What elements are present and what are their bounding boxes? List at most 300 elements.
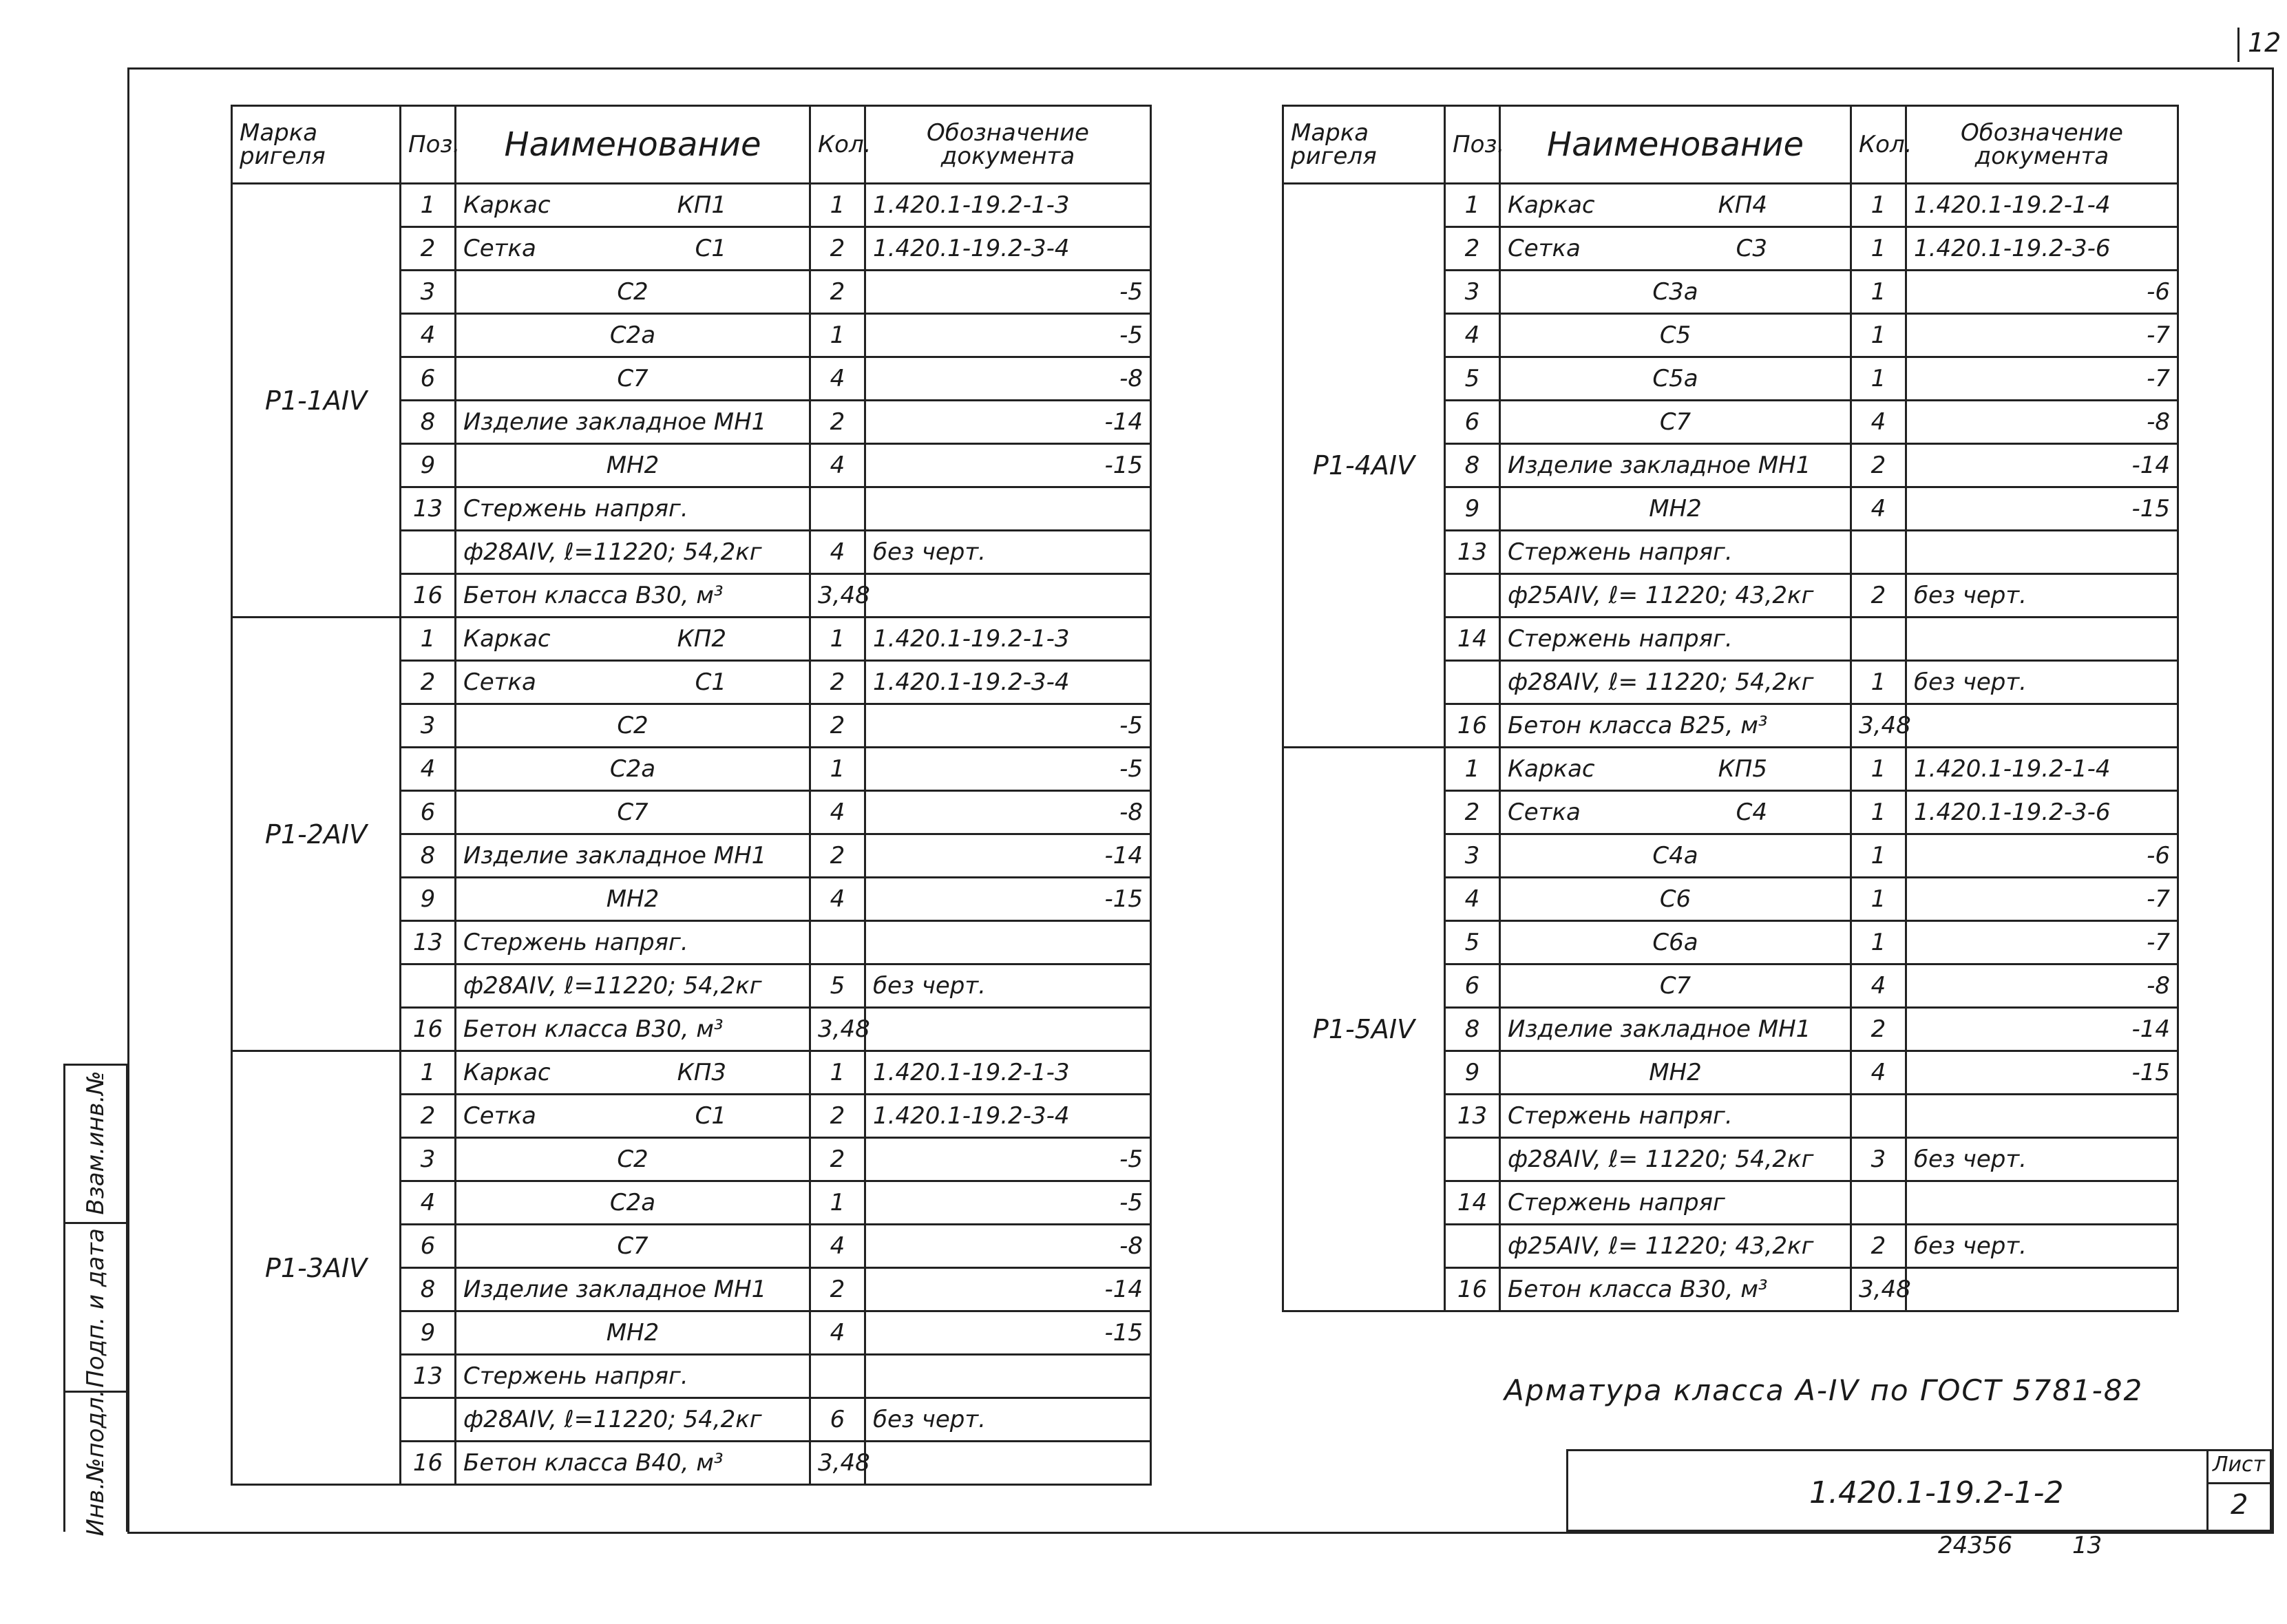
cell-pos <box>401 964 456 1008</box>
cell-doc: -5 <box>865 271 1151 314</box>
cell-pos: 1 <box>401 618 456 661</box>
cell-name <box>456 1138 810 1181</box>
item-name: ф25АIV, ℓ= 11220; 43,2кг <box>1508 1232 1814 1260</box>
cell-name <box>1500 748 1851 791</box>
item-name: Стержень напряг. <box>463 929 688 956</box>
cell-doc: без черт. <box>1906 1138 2178 1181</box>
item-name: ф28АIV, ℓ=11220; 54,2кг <box>463 538 762 566</box>
cell-pos: 5 <box>1445 921 1500 964</box>
item-name: Изделие закладное МН1 <box>1508 1015 1811 1043</box>
item-mark: С2 <box>617 712 649 739</box>
cell-pos <box>401 1398 456 1442</box>
item-mark: С7 <box>617 799 649 826</box>
item-mark: С3а <box>1652 278 1698 306</box>
cell-name <box>1500 878 1851 921</box>
cell-qty: 1 <box>1851 661 1906 704</box>
beam-mark: Р1-5АIV <box>1283 748 1445 1311</box>
cell-pos: 14 <box>1445 618 1500 661</box>
item-mark: МН2 <box>606 885 660 913</box>
sheet-number: 2 <box>2231 1489 2248 1521</box>
cell-qty: 2 <box>810 1138 865 1181</box>
cell-doc: без черт. <box>1906 1225 2178 1268</box>
cell-qty: 2 <box>810 834 865 878</box>
cell-name <box>456 574 810 618</box>
cell-name <box>456 487 810 531</box>
table-row <box>1283 748 2178 791</box>
cell-name <box>1500 1008 1851 1051</box>
cell-qty: 1 <box>1851 271 1906 314</box>
item-name: Изделие закладное МН1 <box>463 842 767 869</box>
cell-doc: -5 <box>865 704 1151 748</box>
cell-doc: -8 <box>865 1225 1151 1268</box>
item-name: Изделие закладное МН1 <box>1508 452 1811 479</box>
cell-doc: без черт. <box>865 1398 1151 1442</box>
cell-pos <box>1445 1138 1500 1181</box>
cell-doc: -5 <box>865 1138 1151 1181</box>
cell-qty: 5 <box>810 964 865 1008</box>
cell-doc: без черт. <box>1906 574 2178 618</box>
cell-doc: -15 <box>1906 487 2178 531</box>
cell-pos: 1 <box>1445 184 1500 227</box>
item-mark: С6а <box>1652 929 1698 956</box>
cell-name <box>456 791 810 834</box>
cell-pos: 6 <box>401 1225 456 1268</box>
cell-name <box>1500 661 1851 704</box>
cell-pos: 16 <box>1445 1268 1500 1311</box>
item-name: Стержень напряг. <box>463 495 688 523</box>
item-mark: КП3 <box>677 1059 726 1086</box>
header-mark: Марка ригеля <box>232 106 401 184</box>
cell-pos: 1 <box>401 1051 456 1095</box>
cell-doc <box>1906 618 2178 661</box>
cell-name <box>456 1008 810 1051</box>
cell-qty: 3,48 <box>810 574 865 618</box>
cell-name <box>1500 444 1851 487</box>
cell-qty: 4 <box>1851 487 1906 531</box>
item-mark: С2 <box>617 1146 649 1173</box>
item-mark: С7 <box>617 365 649 392</box>
cell-name <box>456 748 810 791</box>
cell-doc: -8 <box>1906 401 2178 444</box>
cell-qty: 1 <box>1851 314 1906 357</box>
item-mark: С2а <box>609 321 656 349</box>
cell-qty <box>1851 1095 1906 1138</box>
cell-name <box>1500 1138 1851 1181</box>
cell-qty: 2 <box>810 704 865 748</box>
cell-name <box>456 1398 810 1442</box>
cell-pos <box>401 531 456 574</box>
cell-doc: -14 <box>865 1268 1151 1311</box>
cell-qty <box>810 1355 865 1398</box>
cell-doc: без черт. <box>865 964 1151 1008</box>
cell-pos: 9 <box>401 1311 456 1355</box>
cell-doc: 1.420.1-19.2-3-4 <box>865 1095 1151 1138</box>
cell-doc <box>865 1442 1151 1485</box>
cell-qty: 1 <box>1851 748 1906 791</box>
cell-name <box>1500 1181 1851 1225</box>
cell-doc: 1.420.1-19.2-3-6 <box>1906 791 2178 834</box>
archive-number: 24356 <box>1938 1532 2013 1559</box>
cell-doc: -14 <box>1906 1008 2178 1051</box>
cell-qty: 1 <box>1851 227 1906 271</box>
cell-doc: -7 <box>1906 357 2178 401</box>
cell-pos: 1 <box>1445 748 1500 791</box>
cell-name <box>1500 921 1851 964</box>
item-name: Сетка <box>463 235 536 262</box>
cell-doc <box>1906 1095 2178 1138</box>
cell-doc: -8 <box>1906 964 2178 1008</box>
page-number: 12 <box>2248 28 2281 58</box>
cell-pos: 6 <box>401 357 456 401</box>
cell-qty: 4 <box>1851 964 1906 1008</box>
item-mark: МН2 <box>606 1319 660 1347</box>
cell-pos: 3 <box>401 704 456 748</box>
cell-qty: 2 <box>810 1268 865 1311</box>
item-name: Бетон класса В30, м³ <box>1508 1276 1768 1303</box>
item-mark: С1 <box>695 668 726 696</box>
cell-pos: 9 <box>401 444 456 487</box>
cell-name <box>456 618 810 661</box>
cell-name <box>456 964 810 1008</box>
item-mark: С4а <box>1652 842 1698 869</box>
cell-doc <box>865 487 1151 531</box>
cell-name <box>456 1311 810 1355</box>
cell-doc <box>1906 704 2178 748</box>
item-name: Сетка <box>463 1102 536 1130</box>
item-name: Бетон класса В30, м³ <box>463 1015 724 1043</box>
header-qty: Кол. <box>1851 106 1906 184</box>
cell-doc: 1.420.1-19.2-3-4 <box>865 661 1151 704</box>
cell-qty <box>1851 1181 1906 1225</box>
cell-pos: 13 <box>1445 531 1500 574</box>
cell-qty: 3,48 <box>1851 704 1906 748</box>
cell-qty: 2 <box>810 661 865 704</box>
cell-pos: 9 <box>1445 1051 1500 1095</box>
cell-name <box>1500 227 1851 271</box>
cell-doc: 1.420.1-19.2-1-3 <box>865 618 1151 661</box>
cell-doc: -8 <box>865 791 1151 834</box>
item-name: Бетон класса В25, м³ <box>1508 712 1768 739</box>
header-pos: Поз. <box>1445 106 1500 184</box>
item-mark: С7 <box>1659 972 1691 1000</box>
cell-doc: -6 <box>1906 834 2178 878</box>
reinforcement-note: Арматура класса А-IV по ГОСТ 5781-82 <box>1504 1373 2144 1407</box>
cell-name <box>456 1225 810 1268</box>
table-header <box>1283 106 2178 184</box>
cell-pos: 4 <box>401 314 456 357</box>
item-name: Сетка <box>1508 799 1581 826</box>
cell-doc: 1.420.1-19.2-1-3 <box>865 184 1151 227</box>
cell-pos: 2 <box>1445 791 1500 834</box>
cell-pos <box>1445 1225 1500 1268</box>
sheet-label: Лист <box>2213 1453 2266 1477</box>
cell-qty: 2 <box>1851 444 1906 487</box>
cell-pos: 9 <box>1445 487 1500 531</box>
beam-mark: Р1-4АIV <box>1283 184 1445 748</box>
cell-qty: 3,48 <box>810 1008 865 1051</box>
item-mark: МН2 <box>1649 1059 1702 1086</box>
cell-name <box>456 1051 810 1095</box>
cell-doc: 1.420.1-19.2-3-4 <box>865 227 1151 271</box>
right-spec-body <box>1283 184 2178 1311</box>
item-mark: С3 <box>1736 235 1767 262</box>
cell-qty: 3 <box>1851 1138 1906 1181</box>
cell-pos: 13 <box>401 487 456 531</box>
cell-name <box>1500 357 1851 401</box>
table-header <box>232 106 1151 184</box>
item-mark: С5 <box>1659 321 1691 349</box>
right-spec-table <box>1282 105 2179 1312</box>
cell-name <box>456 357 810 401</box>
item-name: Бетон класса В30, м³ <box>463 582 724 609</box>
side-strip-inv: Инв.№подл. <box>82 1389 109 1537</box>
item-name: Стержень напряг <box>1508 1189 1725 1216</box>
item-name: ф28АIV, ℓ=11220; 54,2кг <box>463 972 762 1000</box>
archive-sheet: 13 <box>2072 1532 2102 1559</box>
cell-name <box>1500 574 1851 618</box>
cell-pos: 16 <box>401 1442 456 1485</box>
cell-doc <box>865 574 1151 618</box>
header-mark: Марка ригеля <box>1283 106 1445 184</box>
cell-name <box>1500 1051 1851 1095</box>
cell-doc: -5 <box>865 1181 1151 1225</box>
cell-name <box>1500 184 1851 227</box>
cell-qty: 2 <box>810 227 865 271</box>
cell-doc: -14 <box>865 834 1151 878</box>
cell-qty: 1 <box>810 618 865 661</box>
page-number-rule <box>2237 28 2239 62</box>
cell-name <box>1500 964 1851 1008</box>
cell-name <box>456 314 810 357</box>
cell-doc: без черт. <box>1906 661 2178 704</box>
cell-doc: -7 <box>1906 314 2178 357</box>
cell-pos: 3 <box>1445 271 1500 314</box>
cell-doc <box>865 921 1151 964</box>
item-name: Стержень напряг. <box>463 1362 688 1390</box>
item-mark: С2 <box>617 278 649 306</box>
item-name: Сетка <box>463 668 536 696</box>
item-mark: С4 <box>1736 799 1767 826</box>
cell-qty: 4 <box>810 1225 865 1268</box>
item-mark: С2а <box>609 1189 656 1216</box>
header-name: Наименование <box>1500 106 1851 184</box>
item-name: ф28АIV, ℓ= 11220; 54,2кг <box>1508 1146 1814 1173</box>
cell-doc: -8 <box>865 357 1151 401</box>
item-name: Стержень напряг. <box>1508 625 1733 653</box>
cell-qty: 4 <box>810 1311 865 1355</box>
cell-pos: 13 <box>401 921 456 964</box>
cell-qty: 3,48 <box>1851 1268 1906 1311</box>
cell-qty: 4 <box>810 791 865 834</box>
cell-name <box>456 921 810 964</box>
cell-pos: 16 <box>401 1008 456 1051</box>
cell-doc: -15 <box>865 444 1151 487</box>
cell-name <box>456 184 810 227</box>
cell-qty: 1 <box>1851 878 1906 921</box>
item-mark: КП4 <box>1718 191 1767 219</box>
cell-doc: 1.420.1-19.2-1-3 <box>865 1051 1151 1095</box>
cell-qty: 6 <box>810 1398 865 1442</box>
cell-pos: 2 <box>1445 227 1500 271</box>
cell-pos: 2 <box>401 1095 456 1138</box>
cell-pos <box>1445 661 1500 704</box>
item-mark: С7 <box>617 1232 649 1260</box>
cell-qty: 1 <box>1851 184 1906 227</box>
item-name: ф28АIV, ℓ=11220; 54,2кг <box>463 1406 762 1433</box>
table-row <box>232 618 1151 661</box>
cell-doc: -14 <box>865 401 1151 444</box>
cell-qty: 2 <box>1851 574 1906 618</box>
cell-qty: 4 <box>810 444 865 487</box>
cell-name <box>1500 401 1851 444</box>
cell-name <box>1500 271 1851 314</box>
item-mark: С1 <box>695 1102 726 1130</box>
item-name: Изделие закладное МН1 <box>463 1276 767 1303</box>
item-name: Сетка <box>1508 235 1581 262</box>
cell-pos: 1 <box>401 184 456 227</box>
cell-pos: 2 <box>401 661 456 704</box>
cell-doc: -5 <box>865 314 1151 357</box>
cell-qty: 4 <box>810 531 865 574</box>
left-spec-body <box>232 184 1151 1485</box>
cell-qty: 4 <box>810 357 865 401</box>
cell-doc: -7 <box>1906 921 2178 964</box>
item-name: Стержень напряг. <box>1508 1102 1733 1130</box>
cell-pos: 3 <box>401 271 456 314</box>
table-row <box>232 1051 1151 1095</box>
cell-qty: 4 <box>1851 1051 1906 1095</box>
cell-name <box>456 704 810 748</box>
cell-pos: 4 <box>401 748 456 791</box>
cell-doc <box>1906 1181 2178 1225</box>
cell-qty <box>810 487 865 531</box>
cell-pos: 14 <box>1445 1181 1500 1225</box>
title-stamp <box>1566 1449 2272 1532</box>
cell-name <box>456 1268 810 1311</box>
header-doc: Обозначение документа <box>865 106 1151 184</box>
cell-qty: 4 <box>810 878 865 921</box>
item-mark: С7 <box>1659 408 1691 436</box>
cell-pos: 3 <box>401 1138 456 1181</box>
cell-doc: 1.420.1-19.2-1-4 <box>1906 748 2178 791</box>
header-name: Наименование <box>456 106 810 184</box>
cell-doc: 1.420.1-19.2-1-4 <box>1906 184 2178 227</box>
cell-pos: 4 <box>401 1181 456 1225</box>
item-name: Бетон класса В40, м³ <box>463 1449 724 1477</box>
item-mark: КП2 <box>677 625 726 653</box>
item-mark: МН2 <box>1649 495 1702 523</box>
side-strip <box>63 1064 128 1537</box>
cell-pos: 16 <box>1445 704 1500 748</box>
cell-qty <box>1851 531 1906 574</box>
cell-name <box>456 401 810 444</box>
cell-pos: 8 <box>401 1268 456 1311</box>
cell-qty: 1 <box>810 184 865 227</box>
cell-name <box>456 271 810 314</box>
cell-name <box>456 1181 810 1225</box>
cell-doc: -15 <box>865 878 1151 921</box>
cell-pos: 16 <box>401 574 456 618</box>
cell-name <box>456 1355 810 1398</box>
cell-pos: 6 <box>1445 964 1500 1008</box>
cell-pos: 3 <box>1445 834 1500 878</box>
cell-name <box>1500 1225 1851 1268</box>
cell-name <box>456 531 810 574</box>
header-pos: Поз. <box>401 106 456 184</box>
cell-doc <box>1906 1268 2178 1311</box>
cell-qty: 1 <box>810 1181 865 1225</box>
cell-name <box>1500 791 1851 834</box>
item-name: Каркас <box>463 191 551 219</box>
cell-qty: 1 <box>810 748 865 791</box>
cell-pos: 4 <box>1445 878 1500 921</box>
item-mark: С2а <box>609 755 656 783</box>
cell-pos: 8 <box>1445 444 1500 487</box>
item-mark: С1 <box>695 235 726 262</box>
item-name: ф25АIV, ℓ= 11220; 43,2кг <box>1508 582 1814 609</box>
cell-pos: 13 <box>401 1355 456 1398</box>
cell-doc <box>865 1355 1151 1398</box>
cell-name <box>456 1442 810 1485</box>
cell-name <box>456 1095 810 1138</box>
cell-qty: 2 <box>810 401 865 444</box>
cell-qty: 2 <box>810 1095 865 1138</box>
cell-name <box>456 834 810 878</box>
item-name: Изделие закладное МН1 <box>463 408 767 436</box>
item-mark: МН2 <box>606 452 660 479</box>
cell-pos: 5 <box>1445 357 1500 401</box>
cell-pos: 13 <box>1445 1095 1500 1138</box>
table-row <box>1283 184 2178 227</box>
item-name: Каркас <box>463 1059 551 1086</box>
cell-doc: -15 <box>865 1311 1151 1355</box>
item-mark: С6 <box>1659 885 1691 913</box>
cell-qty: 1 <box>1851 921 1906 964</box>
cell-qty: 1 <box>1851 791 1906 834</box>
left-spec-table <box>231 105 1152 1486</box>
item-name: Каркас <box>463 625 551 653</box>
cell-pos: 8 <box>1445 1008 1500 1051</box>
document-code: 1.420.1-19.2-1-2 <box>1809 1475 2064 1510</box>
cell-name <box>1500 314 1851 357</box>
cell-qty: 1 <box>1851 357 1906 401</box>
item-mark: КП5 <box>1718 755 1767 783</box>
cell-name <box>1500 704 1851 748</box>
cell-doc: 1.420.1-19.2-3-6 <box>1906 227 2178 271</box>
cell-name <box>1500 531 1851 574</box>
cell-qty: 3,48 <box>810 1442 865 1485</box>
cell-qty: 2 <box>1851 1225 1906 1268</box>
cell-name <box>1500 1268 1851 1311</box>
cell-pos: 9 <box>401 878 456 921</box>
cell-name <box>1500 834 1851 878</box>
cell-qty: 1 <box>810 314 865 357</box>
item-mark: КП1 <box>677 191 726 219</box>
cell-doc: -5 <box>865 748 1151 791</box>
cell-pos: 6 <box>401 791 456 834</box>
cell-qty: 4 <box>1851 401 1906 444</box>
item-name: Каркас <box>1508 191 1595 219</box>
beam-mark: Р1-1АIV <box>232 184 401 618</box>
cell-pos: 4 <box>1445 314 1500 357</box>
cell-qty <box>810 921 865 964</box>
cell-name <box>456 444 810 487</box>
cell-name <box>456 227 810 271</box>
cell-name <box>456 878 810 921</box>
cell-name <box>1500 1095 1851 1138</box>
cell-name <box>456 661 810 704</box>
cell-doc <box>865 1008 1151 1051</box>
